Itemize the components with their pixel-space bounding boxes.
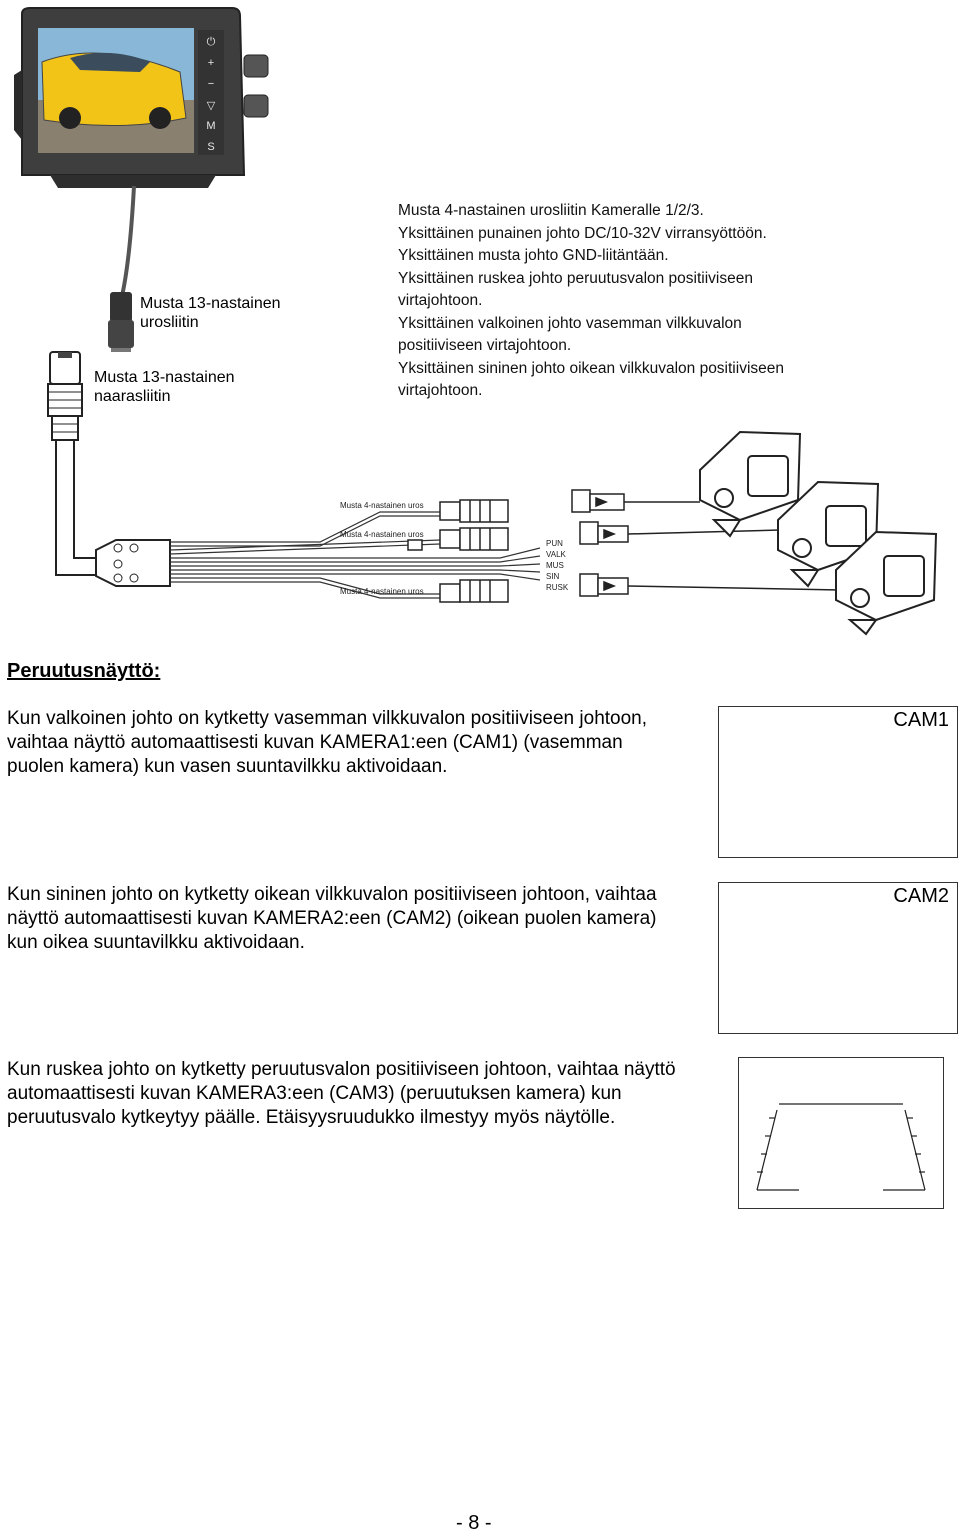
spec-line: Yksittäinen ruskea johto peruutusvalon positiiviseen bbox=[398, 269, 753, 287]
plug-label: Musta 4-nastainen uros bbox=[340, 530, 424, 539]
wire-color-labels bbox=[546, 538, 568, 593]
spec-line: Yksittäinen musta johto GND-liitäntään. bbox=[398, 247, 669, 264]
male-connector-label: Musta 13-nastainen urosliitin bbox=[140, 295, 281, 331]
plus-icon: + bbox=[207, 57, 215, 69]
down-triangle-icon: ▽ bbox=[206, 100, 216, 112]
cam1-description: Kun valkoinen johto on kytketty vasemman vilkkuvalon positiiviseen johtoon, vaihtaa näyttö automaattisesti kuvan KAMERA1:een (CAM1) (vasemman puolen kamera) kun vasen suuntavilkku aktivoidaan. bbox=[7, 708, 648, 777]
female-13pin-connector bbox=[48, 352, 82, 440]
wire-label-red: PUN bbox=[546, 539, 563, 548]
cam2-label: CAM2 bbox=[893, 885, 949, 907]
plug-label: Musta 4-nastainen uros bbox=[340, 501, 424, 510]
minus-icon: − bbox=[207, 78, 215, 90]
junction-block bbox=[96, 540, 170, 586]
spec-line: positiiviseen virtajohtoon. bbox=[398, 337, 572, 354]
wire-label-brown: RUSK bbox=[546, 583, 569, 592]
menu-icon: M bbox=[206, 120, 216, 132]
female-connector-label: Musta 13-nastainen naarasliitin bbox=[94, 369, 235, 405]
plug-label: Musta 4-nastainen uros bbox=[340, 587, 424, 596]
cam3-description: Kun ruskea johto on kytketty peruutusvalon positiiviseen johtoon, vaihtaa näyttö automaattisesti kuvan KAMERA3:een (CAM3) (peruutuksen kamera) kun peruutusvalo kytkeytyy päälle. Etäisyysruudukko ilmestyy myös näytölle. bbox=[7, 1059, 676, 1128]
page-number: - 8 - bbox=[456, 1512, 492, 1534]
source-icon: S bbox=[207, 141, 215, 153]
cam1-label: CAM1 bbox=[893, 709, 949, 731]
power-icon: ⏻ bbox=[206, 36, 216, 48]
male-13pin-connector bbox=[108, 292, 134, 352]
spec-line: Yksittäinen sininen johto oikean vilkkuvalon positiiviseen bbox=[398, 359, 785, 377]
cam3-screen bbox=[738, 1057, 944, 1209]
monitor-illustration bbox=[14, 8, 268, 188]
spec-line: virtajohtoon. bbox=[398, 382, 483, 399]
spec-line: Yksittäinen valkoinen johto vasemman vilkkuvalon bbox=[398, 314, 742, 332]
cam2-screen bbox=[718, 882, 958, 1034]
spec-line: virtajohtoon. bbox=[398, 292, 483, 309]
spec-list bbox=[398, 200, 838, 403]
cam1-screen bbox=[718, 706, 958, 858]
monitor-buttons bbox=[203, 36, 219, 162]
camera-illustrations bbox=[700, 432, 936, 634]
section-heading: Peruutusnäyttö: bbox=[7, 660, 161, 682]
cam2-description: Kun sininen johto on kytketty oikean vilkkuvalon positiiviseen johtoon, vaihtaa näyttö automaattisesti kuvan KAMERA2:een (CAM2) (oikean puolen kamera) kun oikea suuntavilkku aktivoidaan. bbox=[7, 884, 657, 953]
wire-label-blue: SIN bbox=[546, 572, 560, 581]
distance-grid bbox=[739, 1058, 943, 1208]
wire-label-white: VALK bbox=[546, 550, 566, 559]
wire-label-black: MUS bbox=[546, 561, 564, 570]
spec-line: Musta 4-nastainen urosliitin Kameralle 1/2/3. bbox=[398, 202, 704, 219]
spec-line: Yksittäinen punainen johto DC/10-32V virransyöttöön. bbox=[398, 224, 767, 242]
